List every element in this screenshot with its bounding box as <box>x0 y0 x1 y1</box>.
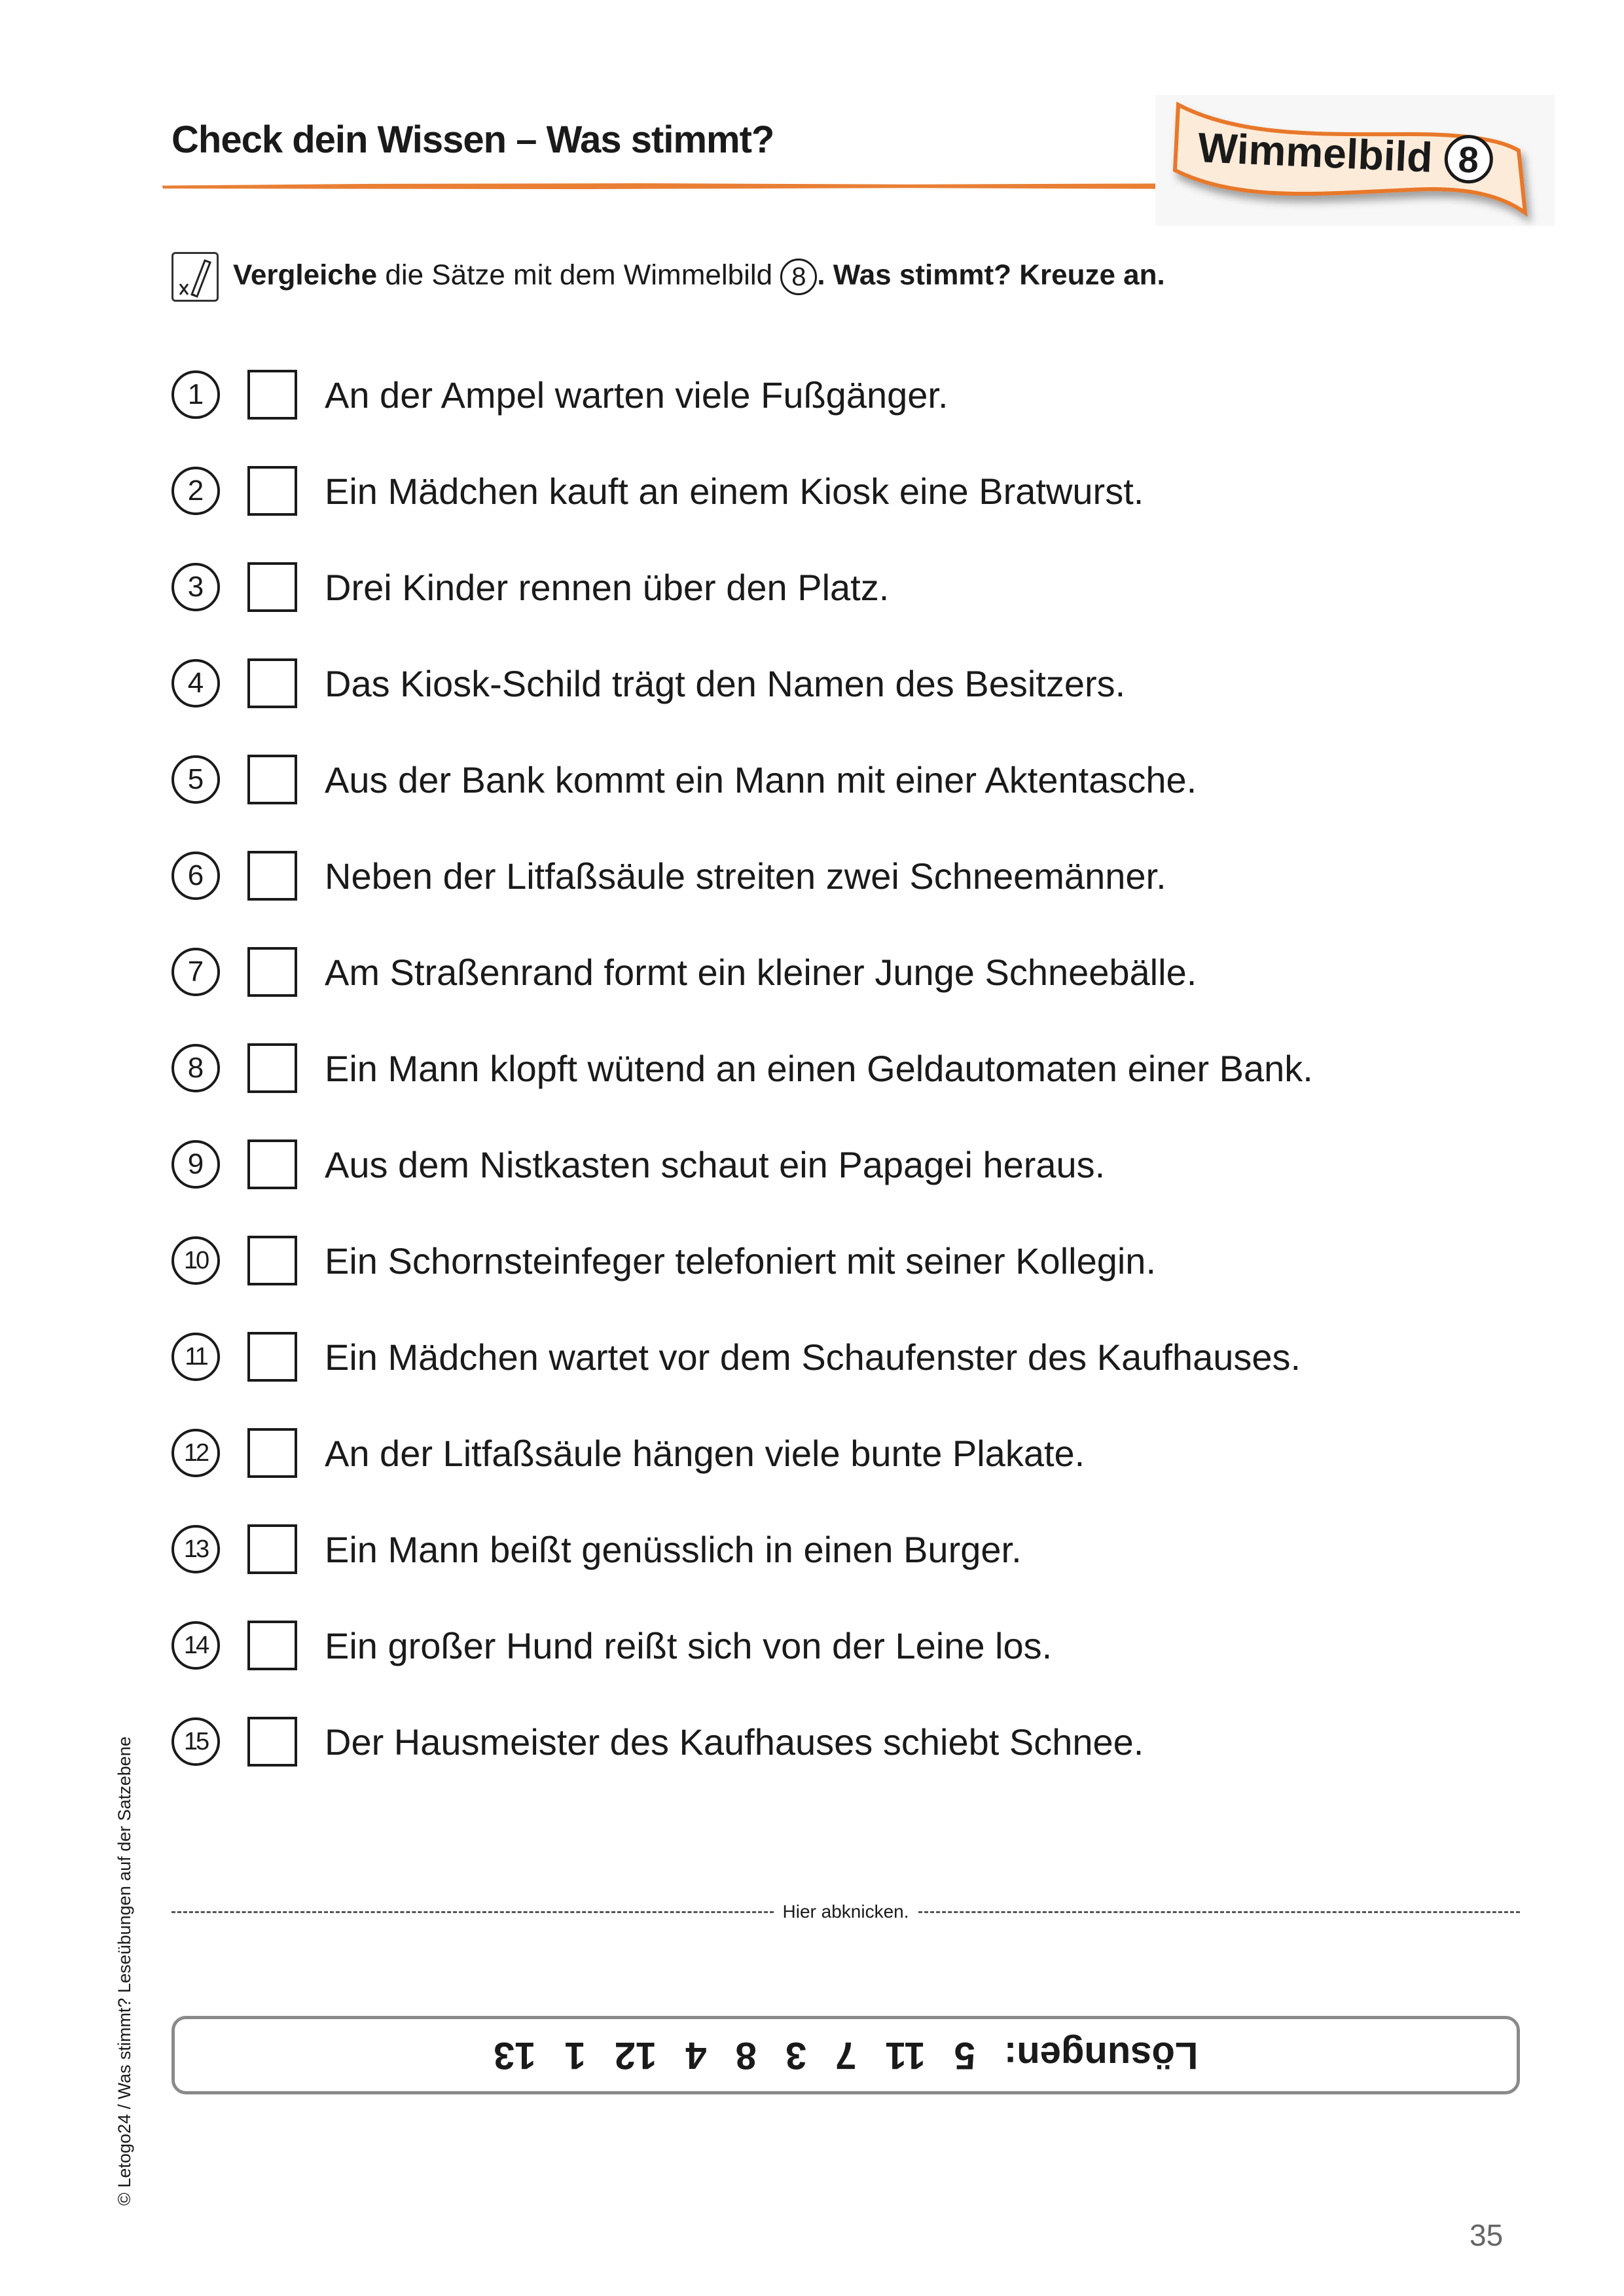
solution-text-upside-down <box>494 2034 1198 2077</box>
page-number: 35 <box>1470 2218 1504 2252</box>
item-text: Ein Mann beißt genüsslich in einen Burger. <box>325 1528 1022 1570</box>
list-item <box>171 850 1166 902</box>
checkbox-pencil-icon <box>171 252 219 302</box>
list-item <box>171 1427 1085 1479</box>
item-number: 14 <box>171 1621 220 1670</box>
item-text: Ein Mädchen wartet vor dem Schaufenster des Kaufhauses. <box>325 1336 1301 1378</box>
item-number: 15 <box>171 1717 220 1766</box>
solution-value: 7 <box>835 2034 857 2077</box>
item-number: 5 <box>171 755 220 804</box>
item-checkbox[interactable] <box>247 1428 297 1478</box>
item-number: 7 <box>171 948 220 996</box>
item-checkbox[interactable] <box>247 1717 297 1767</box>
fold-dash-right <box>918 1911 1521 1913</box>
solution-value: 12 <box>614 2034 657 2077</box>
list-item <box>171 1715 1144 1768</box>
solution-box <box>171 2016 1520 2094</box>
item-checkbox[interactable] <box>247 370 297 420</box>
solution-value: 8 <box>735 2034 757 2077</box>
item-text: Das Kiosk-Schild trägt den Namen des Besitzers. <box>325 662 1126 704</box>
list-item <box>171 1042 1313 1094</box>
page-title: Check dein Wissen – Was stimmt? <box>171 118 774 161</box>
item-text: Aus der Bank kommt ein Mann mit einer Aktentasche. <box>325 759 1197 800</box>
list-item <box>171 1138 1105 1191</box>
item-number: 9 <box>171 1140 220 1189</box>
instruction-end: . Was stimmt? Kreuze an. <box>817 259 1165 291</box>
item-number: 2 <box>171 467 220 515</box>
item-checkbox[interactable] <box>247 1139 297 1189</box>
item-number: 1 <box>171 370 220 419</box>
instruction <box>171 252 1165 302</box>
fold-line <box>171 1901 1520 1922</box>
item-number: 3 <box>171 563 220 611</box>
list-item <box>171 1234 1156 1287</box>
list-item <box>171 1331 1301 1383</box>
item-number: 10 <box>171 1236 220 1285</box>
fold-dash-left <box>171 1911 774 1913</box>
item-text: Ein Schornsteinfeger telefoniert mit seiner Kollegin. <box>325 1240 1157 1282</box>
item-checkbox[interactable] <box>247 851 297 901</box>
item-checkbox[interactable] <box>247 1332 297 1382</box>
solution-value: 4 <box>685 2034 707 2077</box>
solution-value: 3 <box>785 2034 806 2077</box>
item-text: Ein Mann klopft wütend an einen Geldautomaten einer Bank. <box>325 1047 1313 1089</box>
item-checkbox[interactable] <box>247 466 297 516</box>
solution-value: 1 <box>564 2034 586 2077</box>
item-checkbox[interactable] <box>247 947 297 997</box>
item-text: An der Litfaßsäule hängen viele bunte Plakate. <box>325 1432 1085 1474</box>
solution-value: 5 <box>954 2034 975 2077</box>
solution-value: 11 <box>885 2034 926 2077</box>
item-checkbox[interactable] <box>247 1236 297 1285</box>
item-text: Neben der Litfaßsäule streiten zwei Schneemänner. <box>325 855 1166 897</box>
item-number: 11 <box>171 1333 220 1381</box>
item-text: Am Straßenrand formt ein kleiner Junge Schneebälle. <box>325 951 1197 993</box>
item-checkbox[interactable] <box>247 1043 297 1093</box>
instruction-text <box>233 259 1165 295</box>
item-number: 12 <box>171 1429 220 1477</box>
solution-value: 13 <box>493 2034 536 2077</box>
item-checkbox[interactable] <box>247 562 297 612</box>
item-text: Drei Kinder rennen über den Platz. <box>325 566 890 608</box>
item-checkbox[interactable] <box>247 1524 297 1574</box>
list-item <box>171 1619 1052 1672</box>
list-item <box>171 561 889 613</box>
item-text: Der Hausmeister des Kaufhauses schiebt Schnee. <box>325 1721 1144 1763</box>
copyright-note: © Letogo24 / Was stimmt? Leseübungen auf der Satzebene <box>115 1736 134 2206</box>
list-item <box>171 657 1125 709</box>
item-number: 13 <box>171 1525 220 1573</box>
banner-number: 8 <box>1443 134 1494 185</box>
item-text: Ein Mädchen kauft an einem Kiosk eine Bratwurst. <box>325 470 1144 512</box>
item-checkbox[interactable] <box>247 1621 297 1670</box>
title-underline <box>162 183 1223 189</box>
list-item <box>171 753 1197 806</box>
wimmelbild-banner <box>1162 98 1528 213</box>
fold-label: Hier abknicken. <box>782 1901 909 1922</box>
solution-label: Lösungen: <box>1003 2034 1199 2077</box>
item-text: An der Ampel warten viele Fußgänger. <box>325 374 948 416</box>
item-text: Aus dem Nistkasten schaut ein Papagei heraus. <box>325 1143 1106 1185</box>
picture-number-badge: 8 <box>780 259 817 295</box>
instruction-middle: die Sätze mit dem Wimmelbild <box>385 259 773 291</box>
list-item <box>171 368 948 421</box>
list-item <box>171 946 1197 998</box>
item-checkbox[interactable] <box>247 755 297 804</box>
list-item <box>171 465 1144 517</box>
item-number: 6 <box>171 852 220 900</box>
list-item <box>171 1523 1022 1575</box>
item-number: 8 <box>171 1044 220 1092</box>
item-text: Ein großer Hund reißt sich von der Leine los. <box>325 1624 1053 1666</box>
banner-label: Wimmelbild <box>1197 124 1434 181</box>
instruction-verb: Vergleiche <box>233 259 378 291</box>
item-checkbox[interactable] <box>247 658 297 708</box>
item-number: 4 <box>171 659 220 708</box>
